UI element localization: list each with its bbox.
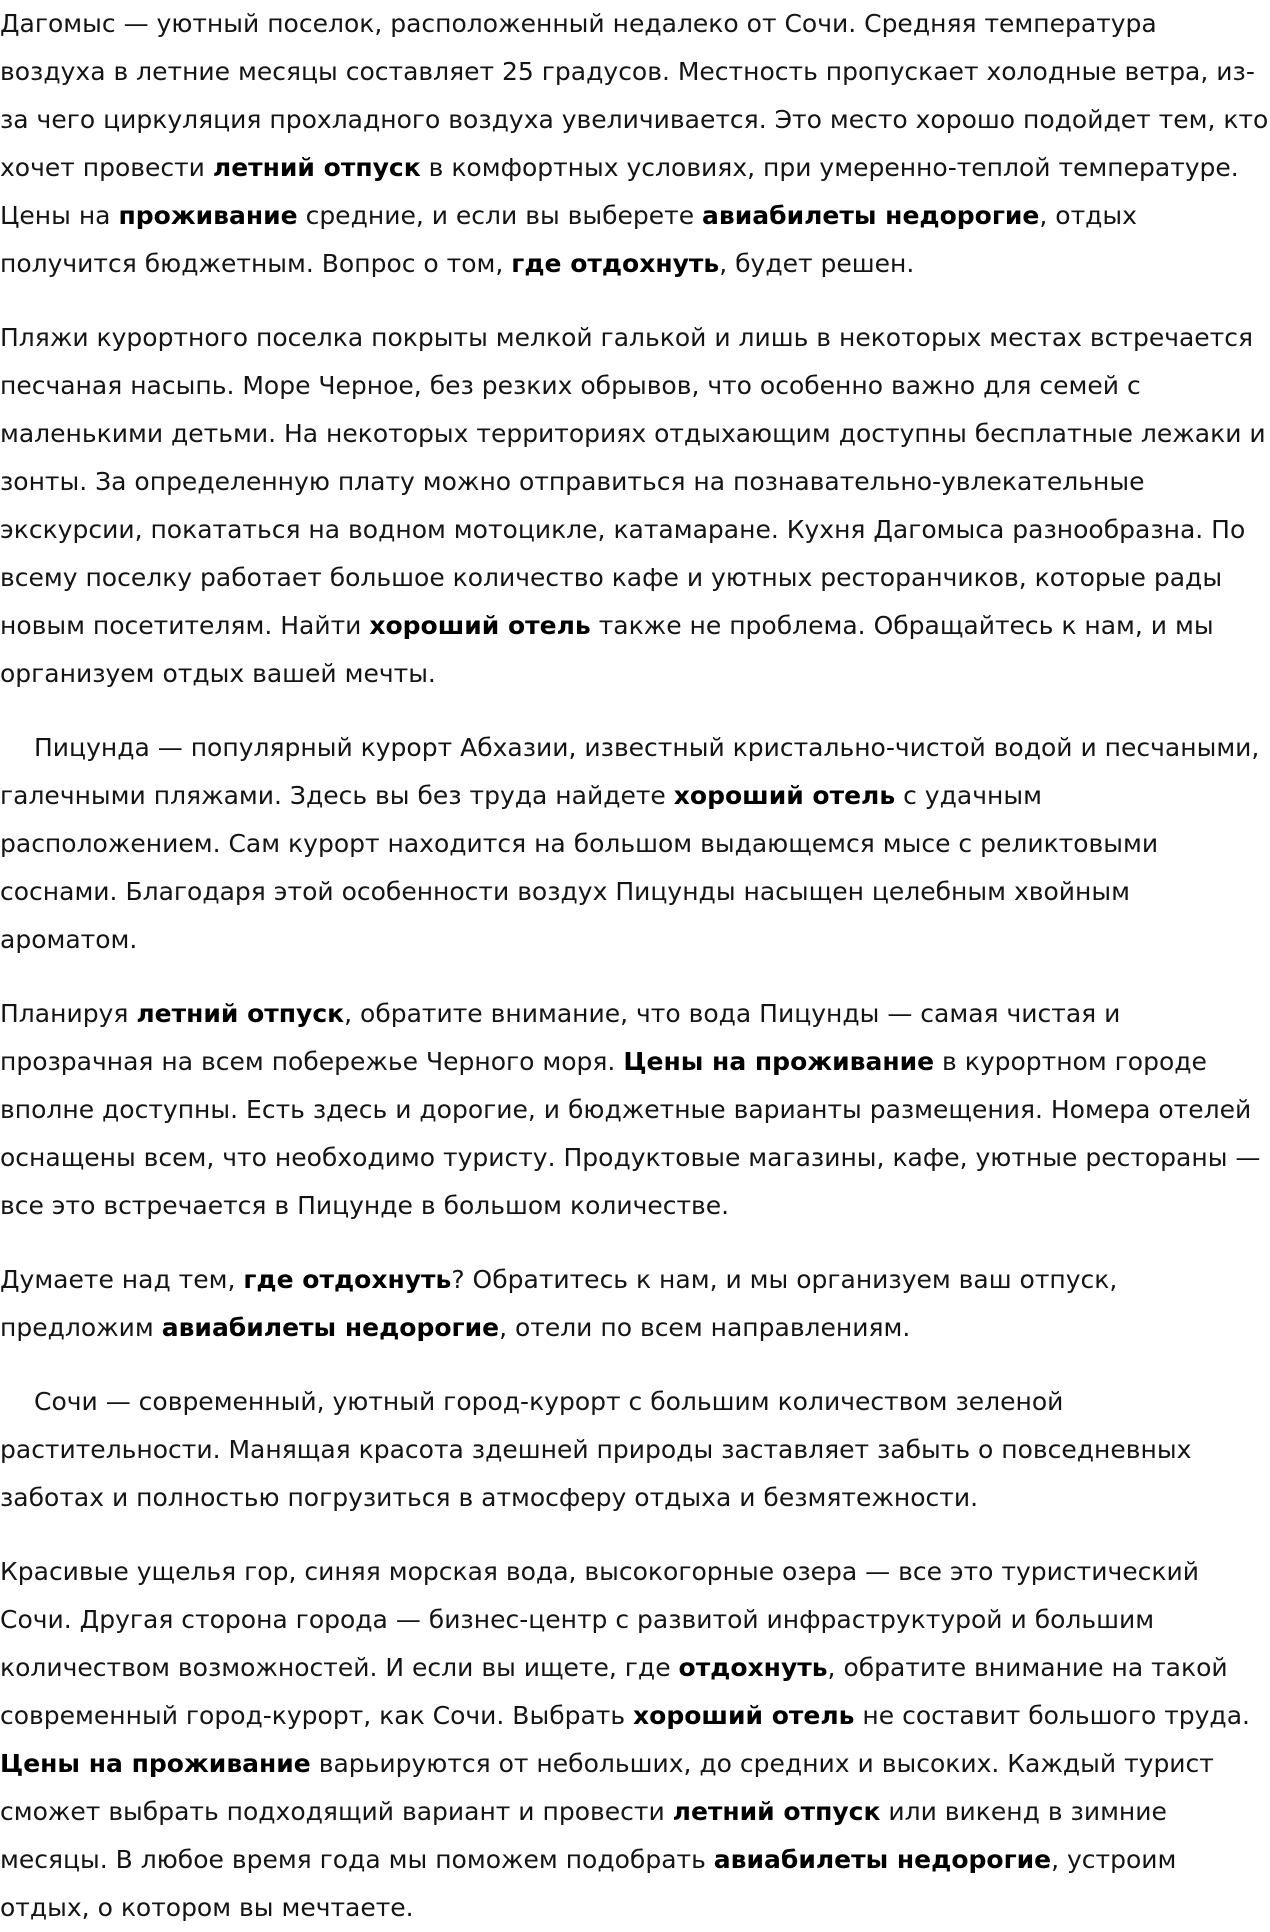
text-run: , обратите внимание на такой современный город-курорт, как Сочи. Выбрать xyxy=(0,1653,1228,1730)
keyword-accommodation-prices: Цены на проживание xyxy=(623,1047,935,1076)
text-run: Красивые ущелья гор, синяя морская вода, высокогорные озера — все это туристический Сочи. Другая сторона города — бизнес-центр с развитой инфраструктурой и большим количеством возможностей. И если вы ищете, где xyxy=(0,1557,1199,1682)
text-run: Сочи — современный, уютный город-курорт с большим количеством зеленой растительности. Манящая красота здешней природы заставляет забыть о повседневных заботах и полностью погрузиться в атмосферу отдыха и безмятежности. xyxy=(0,1387,1192,1512)
text-run: или викенд в зимние месяцы. В любое время года мы поможем подобрать xyxy=(0,1797,1167,1874)
text-run: Пицунда — популярный курорт Абхазии, известный кристально-чистой водой и песчаными, галечными пляжами. Здесь вы без труда найдете xyxy=(0,733,1260,810)
paragraph-pitsunda-cta xyxy=(0,1256,1270,1352)
text-run: средние, и если вы выберете xyxy=(297,201,703,230)
paragraph-sochi-details xyxy=(0,1548,1270,1932)
text-run: с удачным расположением. Сам курорт находится на большом выдающемся мысе с реликтовыми соснами. Благодаря этой особенности воздух Пицунды насыщен целебным хвойным ароматом. xyxy=(0,781,1159,954)
text-run: , будет решен. xyxy=(719,249,915,278)
keyword-good-hotel: хороший отель xyxy=(673,781,896,810)
text-run: , отдых получится бюджетным. Вопрос о том, xyxy=(0,201,1137,278)
text-run: в комфортных условиях, при умеренно-теплой температуре. Цены на xyxy=(0,153,1239,230)
keyword-cheap-flights: авиабилеты недорогие xyxy=(713,1845,1052,1874)
keyword-where-to-rest: где отдохнуть xyxy=(511,249,720,278)
text-run: в курортном городе вполне доступны. Есть здесь и дорогие, и бюджетные варианты размещения. Номера отелей оснащены всем, что необходимо туристу. Продуктовые магазины, кафе, уютные рестораны — все это встречается в Пицунде в большом количестве. xyxy=(0,1047,1261,1220)
keyword-summer-vacation: летний отпуск xyxy=(212,153,421,182)
paragraph-pitsunda-intro xyxy=(0,724,1270,964)
keyword-cheap-flights: авиабилеты недорогие xyxy=(161,1313,500,1342)
text-run: Дагомыс — уютный поселок, расположенный недалеко от Сочи. Средняя температура воздуха в летние месяцы составляет 25 градусов. Местность пропускает холодные ветра, из-за чего циркуляция прохладного воздуха увеличивается. Это место хорошо подойдет тем, кто хочет провести xyxy=(0,9,1269,182)
text-run: Думаете над тем, xyxy=(0,1265,244,1294)
paragraph-dagomys-beaches xyxy=(0,314,1270,698)
keyword-summer-vacation: летний отпуск xyxy=(672,1797,881,1826)
text-run: , устроим отдых, о котором вы мечтаете. xyxy=(0,1845,1177,1922)
keyword-rest: отдохнуть xyxy=(678,1653,828,1682)
keyword-where-to-rest: где отдохнуть xyxy=(243,1265,452,1294)
paragraph-pitsunda-planning xyxy=(0,990,1270,1230)
text-run: ? Обратитесь к нам, и мы организуем ваш отпуск, предложим xyxy=(0,1265,1118,1342)
text-run: Пляжи курортного поселка покрыты мелкой галькой и лишь в некоторых местах встречается песчаная насыпь. Море Черное, без резких обрывов, что особенно важно для семей с маленькими детьми. На некоторых территориях отдыхающим доступны бесплатные лежаки и зонты. За определенную плату можно отправиться на познавательно-увлекательные экскурсии, покататься на водном мотоцикле, катамаране. Кухня Дагомыса разнообразна. По всему поселку работает большое количество кафе и уютных ресторанчиков, которые рады новым посетителям. Найти xyxy=(0,323,1266,640)
keyword-accommodation: проживание xyxy=(118,201,298,230)
paragraph-dagomys-intro xyxy=(0,0,1270,288)
keyword-accommodation-prices: Цены на проживание xyxy=(0,1749,311,1778)
text-run: Планируя xyxy=(0,999,137,1028)
paragraph-sochi-intro xyxy=(0,1378,1270,1522)
text-run: не составит большого труда. xyxy=(854,1701,1250,1730)
keyword-summer-vacation: летний отпуск xyxy=(136,999,345,1028)
text-run: , отели по всем направлениям. xyxy=(499,1313,911,1342)
keyword-cheap-flights: авиабилеты недорогие xyxy=(702,201,1040,230)
keyword-good-hotel: хороший отель xyxy=(633,1701,855,1730)
text-run: варьируются от небольших, до средних и высоких. Каждый турист сможет выбрать подходящий вариант и провести xyxy=(0,1749,1214,1826)
keyword-good-hotel: хороший отель xyxy=(369,611,591,640)
text-run: , обратите внимание, что вода Пицунды — самая чистая и прозрачная на всем побережье Черного моря. xyxy=(0,999,1121,1076)
text-run: также не проблема. Обращайтесь к нам, и мы организуем отдых вашей мечты. xyxy=(0,611,1214,688)
